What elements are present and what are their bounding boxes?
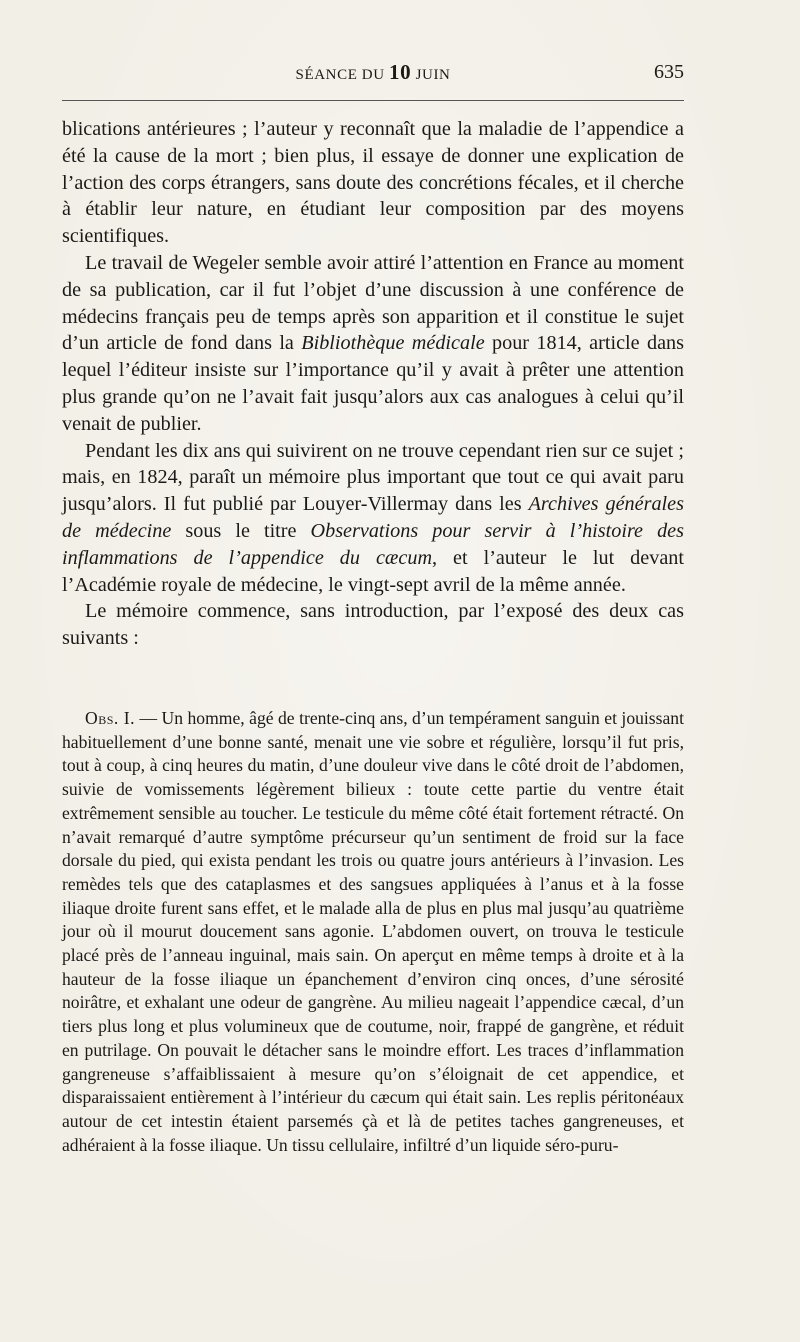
paragraph-3	[62, 438, 684, 599]
observation-block	[62, 707, 684, 1157]
running-title-post: JUIN	[411, 67, 451, 83]
running-title-pre: SÉANCE DU	[295, 67, 390, 83]
observation-paragraph	[62, 707, 684, 1157]
running-title	[62, 60, 684, 87]
page-number: 635	[654, 61, 684, 83]
observation-label: Obs. I.	[85, 708, 136, 728]
paragraph-1: blications antérieures ; l’auteur y reconnaît que la maladie de l’appendice a été la cause de la mort ; bien plus, il essaye de donner une explication de l’action des corps étrangers, sans doute des concrétions fécales, et il cherche à établir leur nature, en étudiant leur composition par des moyens scientifiques.	[62, 118, 684, 248]
paragraph-2-part-a: Le travail de Wegeler semble avoir attiré l’attention en France au moment de sa publication, car il fut l’objet d’une discussion à une conférence de médecins français peu de temps après son apparition et il constitue le sujet d’un article de fond dans la	[62, 251, 684, 355]
paragraph-3-italic-2: Observations pour servir à l’histoire des inflammations de l’appendice du cæcum	[62, 519, 684, 569]
paragraph-2	[62, 250, 684, 438]
paragraph-3-part-c: , et l’auteur le lut devant l’Académie royale de médecine, le vingt-sept avril de la même année.	[62, 546, 684, 596]
header-rule	[62, 100, 684, 101]
paragraph-3-italic-1: Archives générales de médecine	[62, 493, 684, 542]
page-header	[62, 60, 684, 84]
observation-text: — Un homme, âgé de trente-cinq ans, d’un tempérament sanguin et jouissant habituellement d’une bonne santé, menait une vie sobre et régulière, lorsqu’il fut pris, tout à coup, à cinq heures du matin, d’une douleur vive dans le côté droit de l’abdomen, suivie de vomissements légèrement bilieux : toute cette partie du ventre était extrêmement sensible au toucher. Le testicule du même côté était fortement rétracté. On n’avait remarqué d’autre symptôme précurseur qu’un sentiment de froid sur la face dorsale du pied, qui exista pendant les trois ou quatre jours antérieurs à l’invasion. Les remèdes tels que des cataplasmes et des sangsues appliquées à l’anus et à la fosse iliaque droite furent sans effet, et le malade alla de plus en plus mal jusqu’au quatrième jour où il mourut doucement sans agonie. L’abdomen ouvert, on trouva le testicule placé près de l’anneau inguinal, mais sain. On aperçut en même temps à droite et à la hauteur de la fosse iliaque un épanchement d’environ cinq onces, d’une sérosité noirâtre, et exhalant une odeur de gangrène. Au milieu nageait l’appendice cæcal, d’un tiers plus long et plus volumineux que de coutume, noir, frappé de gangrène, et réduit en putrilage. On pouvait le détacher sans le moindre effort. Les traces d’inflammation gangreneuse s’affaiblissaient à mesure qu’on s’éloignait de cet appendice, et disparaissaient entièrement à l’intérieur du cæcum qui était sain. Les replis péritonéaux autour de cet intestin étaient parsemés çà et là de petites taches gangreneuses, et adhéraient à la fosse iliaque. Un tissu cellulaire, infiltré d’un liquide séro-puru-	[62, 708, 684, 1155]
paragraph-3-part-b: sous le titre	[171, 519, 311, 542]
main-text	[62, 116, 684, 652]
paragraph-2-italic: Bibliothèque médicale	[301, 332, 485, 355]
paragraph-4: Le mémoire commence, sans introduction, par l’exposé des deux cas suivants :	[62, 600, 684, 650]
running-title-day: 10	[389, 60, 412, 84]
paragraph-2-part-b: pour 1814, article dans lequel l’éditeur insiste sur l’importance qu’il y avait à prêter une attention plus grande qu’on ne l’avait fait jusqu’alors aux cas analogues à celui qu’il venait de publier.	[62, 332, 684, 435]
paragraph-3-part-a: Pendant les dix ans qui suivirent on ne trouve cependant rien sur ce sujet ; mais, en 1824, paraît un mémoire plus important que tout ce qui avait paru jusqu’alors. Il fut publié par Louyer-Villermay dans les	[62, 439, 684, 516]
